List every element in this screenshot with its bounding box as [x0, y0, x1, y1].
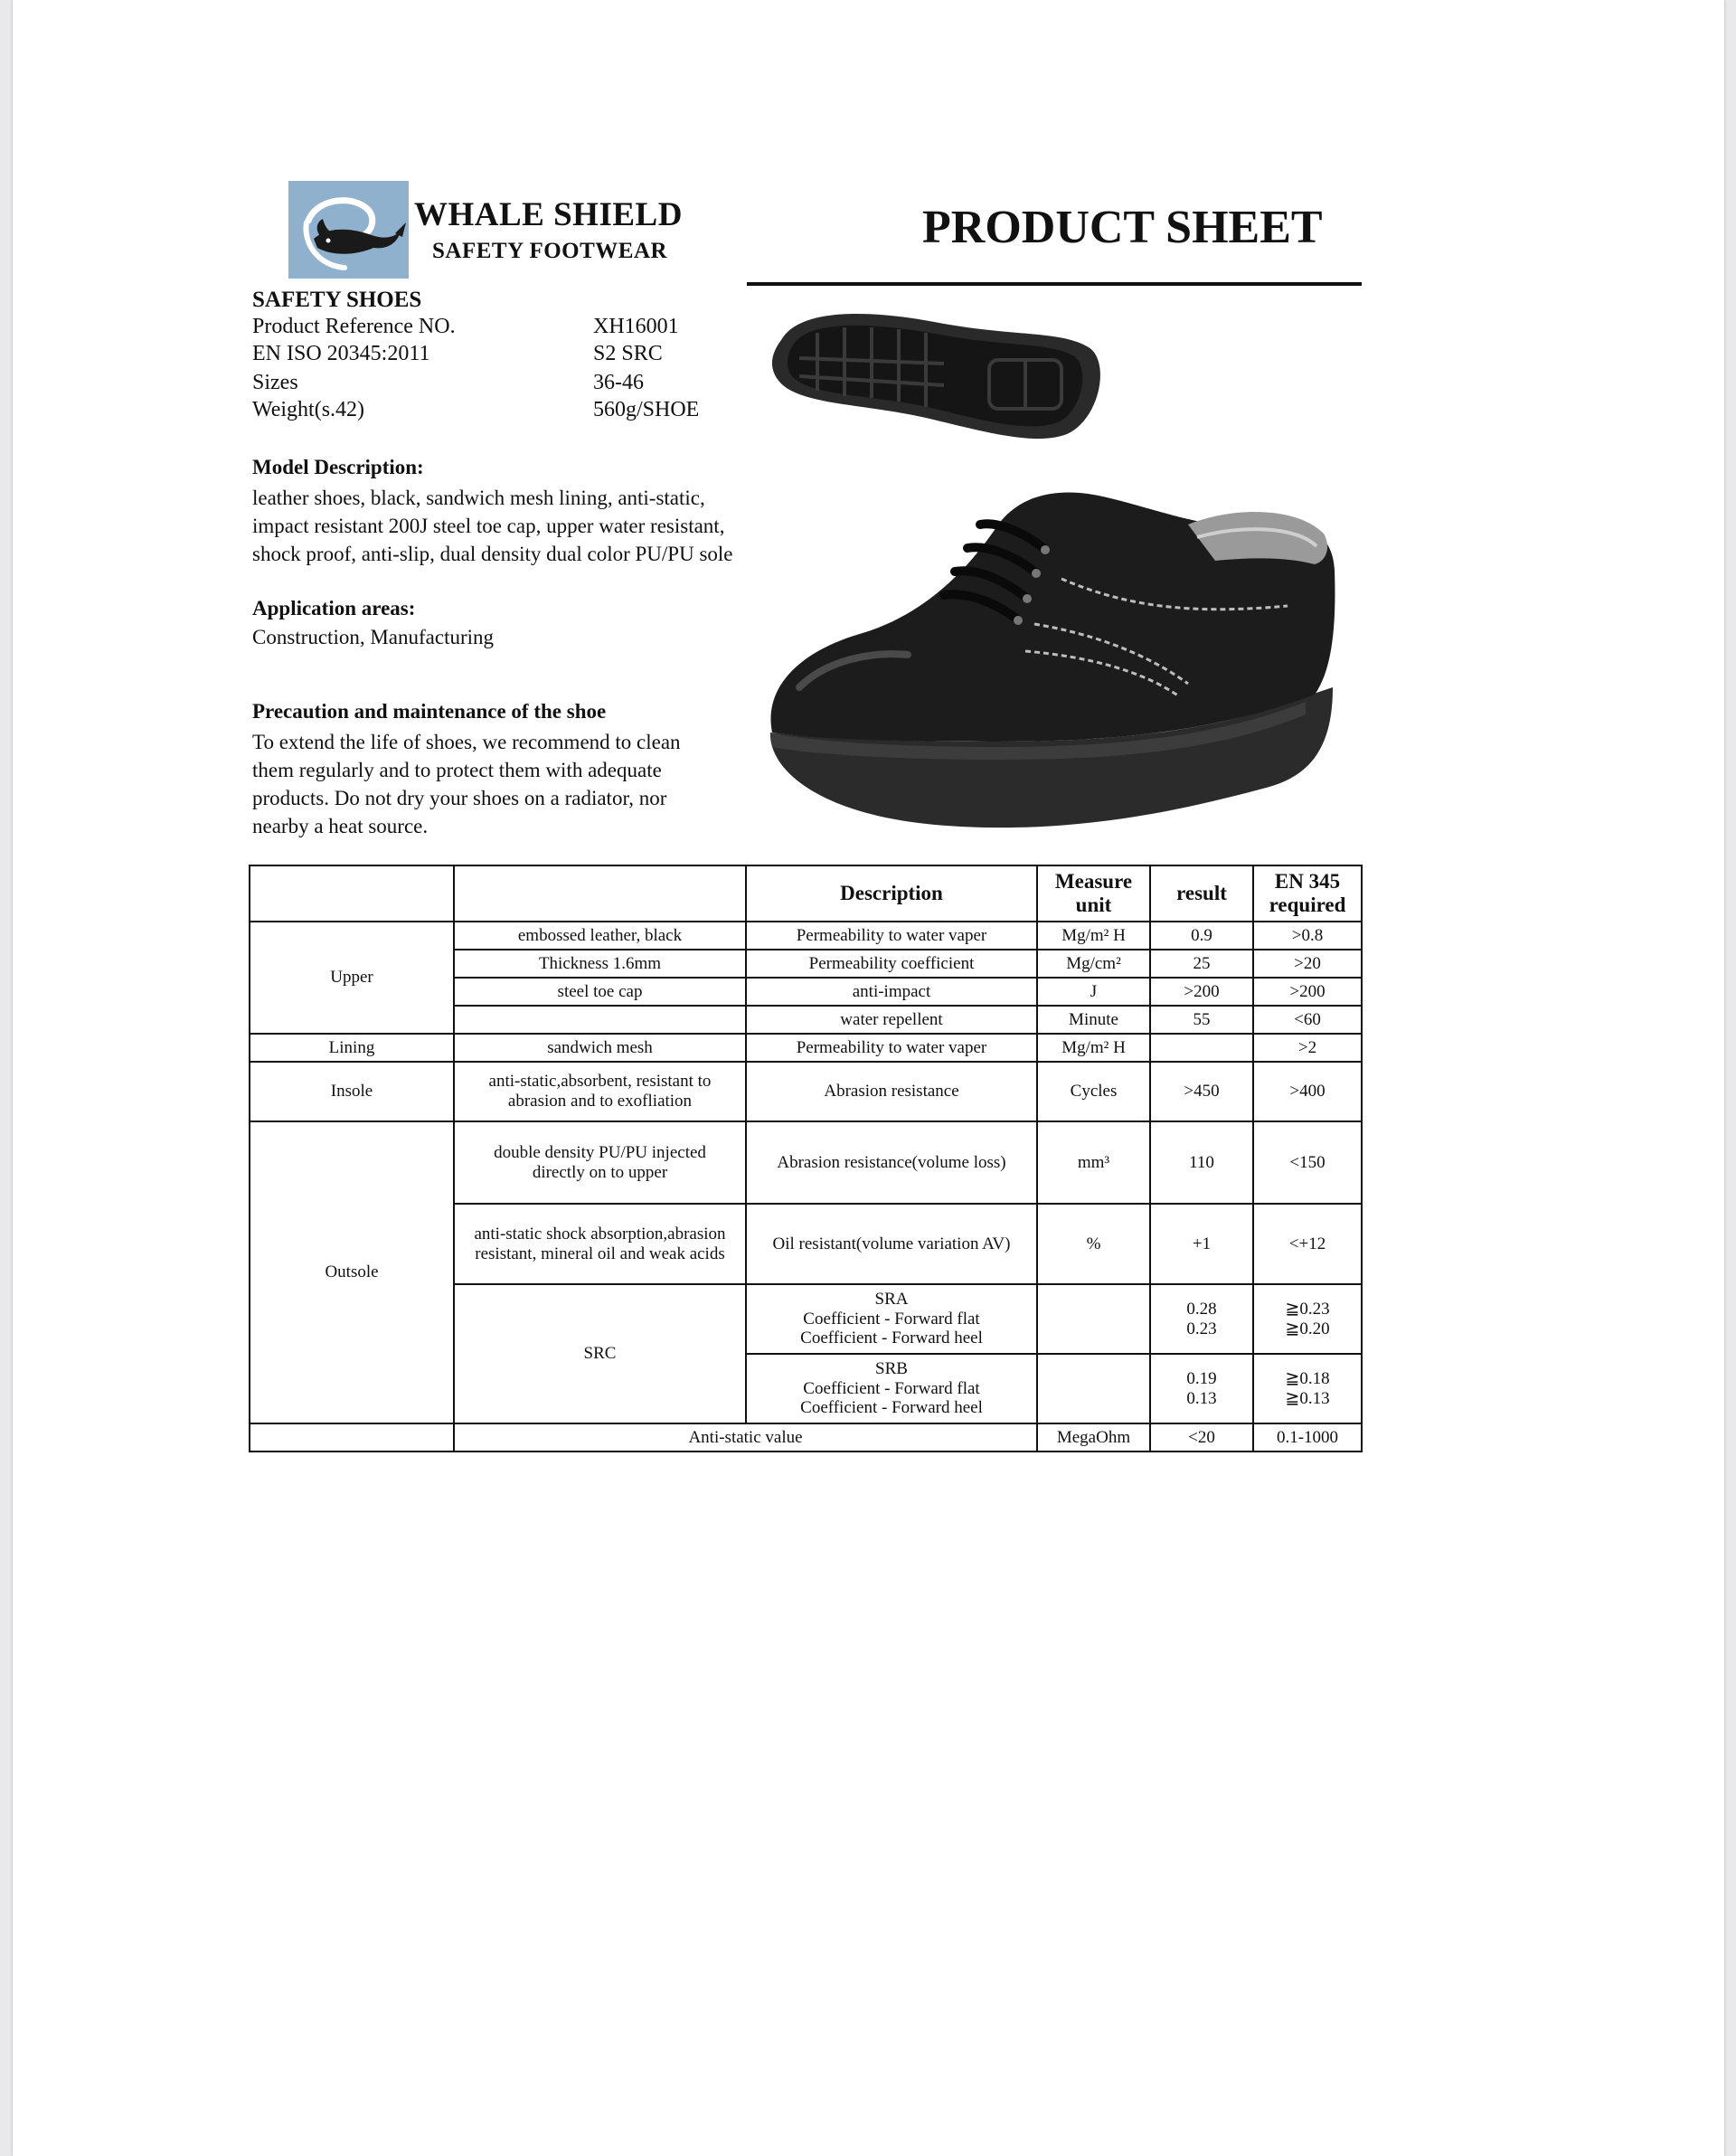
product-sheet-page — [13, 0, 1724, 2156]
group-insole: Insole — [250, 1062, 454, 1121]
cell-required: >20 — [1253, 950, 1362, 978]
shoe-image — [763, 470, 1342, 832]
cell-result: 110 — [1150, 1121, 1253, 1204]
cell-unit: MegaOhm — [1037, 1423, 1150, 1452]
group-upper: Upper — [250, 922, 454, 1034]
application-text: Construction, Manufacturing — [252, 626, 495, 648]
cell-unit: Cycles — [1037, 1062, 1150, 1121]
cell-required: >200 — [1253, 978, 1362, 1006]
cell-required: <+12 — [1253, 1204, 1362, 1284]
cell-unit: mm³ — [1037, 1121, 1150, 1204]
cell-unit — [1037, 1354, 1150, 1423]
cell-result: >200 — [1150, 978, 1253, 1006]
cell-result: 0.9 — [1150, 922, 1253, 950]
header-empty-group — [250, 865, 454, 922]
whale-logo — [288, 181, 409, 279]
cell-material: anti-static,absorbent, resistant to abrasion and to exofliation — [454, 1062, 746, 1121]
cell-material: steel toe cap — [454, 978, 746, 1006]
cell-required-srb: ≧0.18 ≧0.13 — [1253, 1354, 1362, 1423]
precaution-heading: Precaution and maintenance of the shoe — [252, 700, 607, 723]
spec-value-weight: 560g/SHOE — [593, 398, 700, 421]
model-description-text: leather shoes, black, sandwich mesh lining, anti-static, impact resistant 200J steel toe cap, upper water resistant, shock proof, anti-slip, dual density dual color PU/PU sole — [252, 487, 733, 565]
table-row — [250, 1121, 1362, 1204]
cell-description: Abrasion resistance(volume loss) — [746, 1121, 1037, 1204]
cell-description: Abrasion resistance — [746, 1062, 1037, 1121]
cell-material-src: SRC — [454, 1284, 746, 1423]
spec-value-sizes: 36-46 — [593, 371, 644, 394]
cell-material: double density PU/PU injected directly on to upper — [454, 1121, 746, 1204]
cell-antistatic-label: Anti-static value — [454, 1423, 1037, 1452]
cell-required-sra: ≧0.23 ≧0.20 — [1253, 1284, 1362, 1354]
group-outsole: Outsole — [250, 1121, 454, 1423]
whale-logo-graphic — [288, 181, 409, 279]
table-row — [250, 1034, 1362, 1062]
cell-unit: J — [1037, 978, 1150, 1006]
group-lining: Lining — [250, 1034, 454, 1062]
cell-required: >400 — [1253, 1062, 1362, 1121]
cell-result: 55 — [1150, 1006, 1253, 1034]
cell-unit: Mg/cm² — [1037, 950, 1150, 978]
cell-unit: Mg/m² H — [1037, 922, 1150, 950]
cell-material: Thickness 1.6mm — [454, 950, 746, 978]
model-description-heading: Model Description: — [252, 456, 424, 478]
precaution-text: To extend the life of shoes, we recommend to clean them regularly and to protect them with adequate products. Do not dry your shoes on a radiator, nor nearby a heat source. — [252, 731, 681, 837]
header-required: EN 345 required — [1253, 865, 1362, 922]
cell-result — [1150, 1034, 1253, 1062]
cell-unit: % — [1037, 1204, 1150, 1284]
spec-value-reference: XH16001 — [593, 315, 679, 338]
table-header-row — [250, 865, 1362, 922]
table-row — [250, 1423, 1362, 1452]
application-heading: Application areas: — [252, 597, 416, 619]
header-empty-material — [454, 865, 746, 922]
header-result: result — [1150, 865, 1253, 922]
outsole-image — [763, 304, 1107, 444]
cell-result: >450 — [1150, 1062, 1253, 1121]
cell-result-sra: 0.28 0.23 — [1150, 1284, 1253, 1354]
cell-description: anti-impact — [746, 978, 1037, 1006]
cell-description: Permeability coefficient — [746, 950, 1037, 978]
header-measure-unit: Measure unit — [1037, 865, 1150, 922]
cell-description: Permeability to water vaper — [746, 922, 1037, 950]
sheet-title: PRODUCT SHEET — [922, 202, 1323, 253]
cell-description: Permeability to water vaper — [746, 1034, 1037, 1062]
product-category: SAFETY SHOES — [252, 288, 422, 312]
cell-material: anti-static shock absorption,abrasion resistant, mineral oil and weak acids — [454, 1204, 746, 1284]
header-description: Description — [746, 865, 1037, 922]
cell-required: 0.1-1000 — [1253, 1423, 1362, 1452]
cell-unit — [1037, 1284, 1150, 1354]
spec-value-standard: S2 SRC — [593, 342, 663, 365]
cell-material: sandwich mesh — [454, 1034, 746, 1062]
group-empty — [250, 1423, 454, 1452]
brand-name: WHALE SHIELD — [414, 196, 683, 233]
cell-required: >0.8 — [1253, 922, 1362, 950]
cell-description-sra: SRA Coefficient - Forward flat Coefficient - Forward heel — [746, 1284, 1037, 1354]
cell-unit: Mg/m² H — [1037, 1034, 1150, 1062]
cell-result: <20 — [1150, 1423, 1253, 1452]
cell-description: water repellent — [746, 1006, 1037, 1034]
spec-label-reference: Product Reference NO. — [252, 315, 456, 338]
table-row — [250, 1062, 1362, 1121]
spec-label-sizes: Sizes — [252, 371, 298, 394]
cell-description-srb: SRB Coefficient - Forward flat Coefficient - Forward heel — [746, 1354, 1037, 1423]
cell-result: 25 — [1150, 950, 1253, 978]
cell-required: >2 — [1253, 1034, 1362, 1062]
cell-material: embossed leather, black — [454, 922, 746, 950]
cell-material — [454, 1006, 746, 1034]
table-row — [250, 922, 1362, 950]
spec-label-weight: Weight(s.42) — [252, 398, 365, 421]
brand-subtitle: SAFETY FOOTWEAR — [432, 239, 668, 263]
title-divider — [747, 282, 1362, 286]
specification-table — [249, 865, 1363, 1452]
cell-description: Oil resistant(volume variation AV) — [746, 1204, 1037, 1284]
spec-label-standard: EN ISO 20345:2011 — [252, 342, 430, 365]
cell-result-srb: 0.19 0.13 — [1150, 1354, 1253, 1423]
cell-unit: Minute — [1037, 1006, 1150, 1034]
cell-result: +1 — [1150, 1204, 1253, 1284]
cell-required: <60 — [1253, 1006, 1362, 1034]
cell-required: <150 — [1253, 1121, 1362, 1204]
